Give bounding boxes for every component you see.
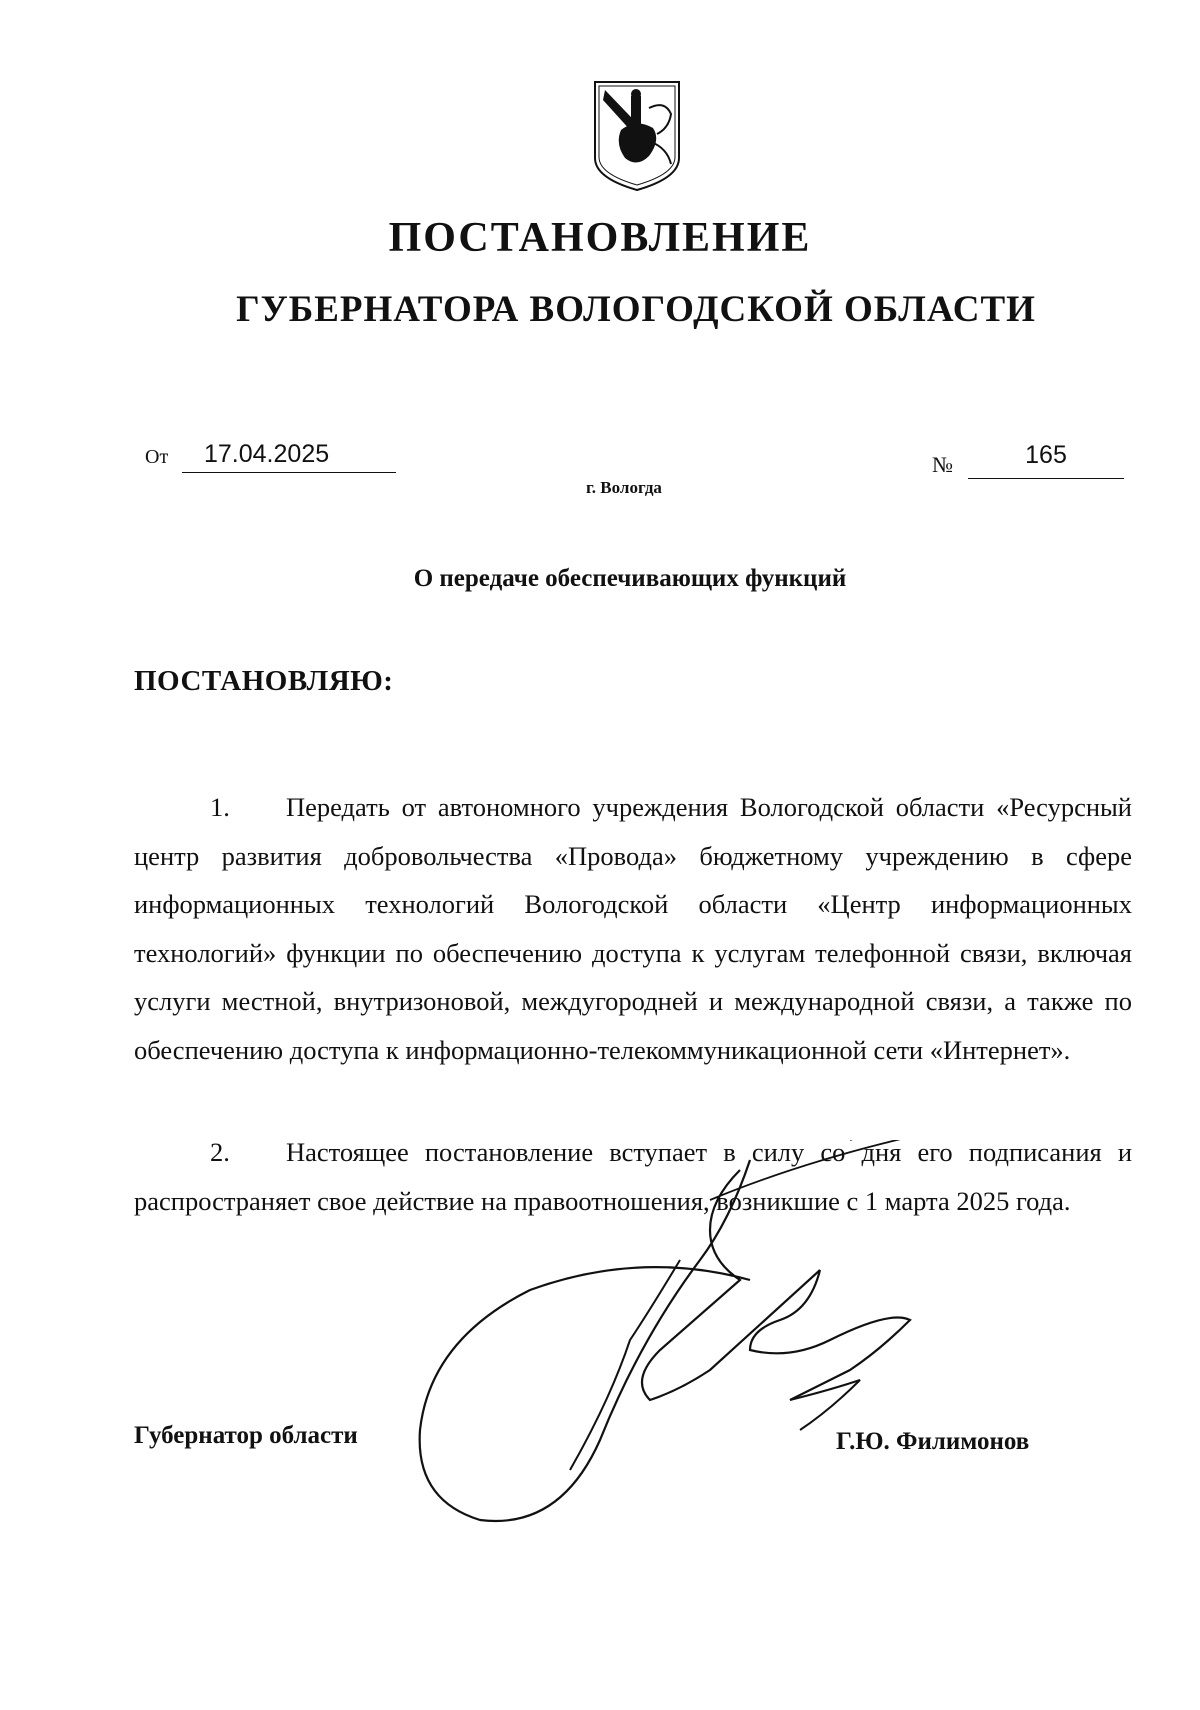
decree-word: ПОСТАНОВЛЯЮ: (134, 665, 394, 697)
document-date: 17.04.2025 (182, 440, 396, 473)
document-subtitle: ГУБЕРНАТОРА ВОЛОГОДСКОЙ ОБЛАСТИ (236, 289, 1036, 330)
document-title: ПОСТАНОВЛЕНИЕ (388, 215, 812, 261)
number-label: № (932, 452, 953, 477)
signatory-position: Губернатор области (134, 1422, 358, 1449)
paragraph-number: 2. (210, 1137, 230, 1167)
coat-of-arms-icon (591, 78, 683, 194)
document-number: 165 (968, 440, 1124, 479)
paragraph-1 (134, 783, 1132, 1074)
paragraph-text: Передать от автономного учреждения Вологодской области «Ресурсный центр развития добровольчества «Провода» бюджетному учреждению в сфере информационных технологий Вологодской области «Центр информационных технологий» функции по обеспечению доступа к услугам телефонной связи, включая услуги местной, внутризоновой, междугородней и международной связи, а также по обеспечению доступа к информационно-телекоммуникационной сети «Интернет». (134, 792, 1132, 1065)
handwritten-signature (410, 1140, 1000, 1540)
document-city: г. Вологда (586, 478, 662, 497)
date-label: От (145, 446, 169, 468)
paragraph-text: Настоящее постановление вступает в силу со дня его подписания и распространяет свое действие на правоотношения, возникшие с 1 марта 2025 года. (134, 1137, 1132, 1216)
paragraph-number: 1. (210, 792, 230, 822)
signatory-name: Г.Ю. Филимонов (836, 1428, 1030, 1455)
document-subject: О передаче обеспечивающих функций (413, 565, 847, 592)
